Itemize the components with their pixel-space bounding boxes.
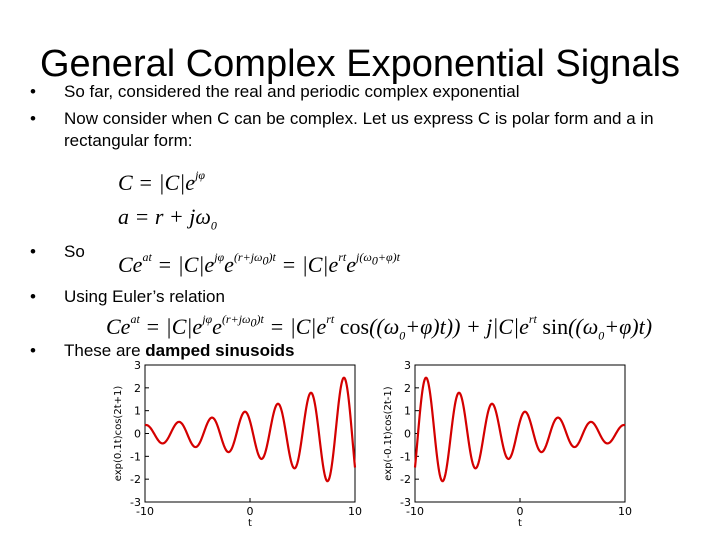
y-axis-label: exp(0.1t)cos(2t+1) [113, 385, 124, 482]
x-tick-label: 0 [246, 505, 254, 518]
bullet-text-plain: These are [64, 341, 146, 360]
bullet-text: Now consider when C can be complex. Let us express C is polar form and a in rectangular form: [64, 109, 654, 150]
x-tick-label: 10 [618, 505, 632, 518]
x-tick-label: 0 [516, 505, 524, 518]
equation-rect-a: $a = r + j\omega_0$ [118, 204, 217, 233]
bullet-marker: • [30, 109, 36, 128]
y-tick-label: 3 [404, 359, 411, 372]
y-axis-label: exp(-0.1t)cos(2t-1) [383, 386, 394, 481]
y-tick-label: -2 [130, 473, 141, 487]
y-tick-label: -1 [130, 450, 141, 464]
equation-polar-c: $C = |C|e^{j\varphi}$ [118, 168, 206, 195]
equation-ceat: $Ce^{at} = |C|e^{j\varphi}e^{(r+j\omega_0)t} = |C|e^{rt}e^{j(\omega_0+\varphi)t}$ [118, 250, 400, 277]
plot-frame [415, 365, 625, 502]
slide-title: General Complex Exponential Signals [39, 43, 681, 85]
y-tick-label: 0 [134, 427, 141, 441]
y-tick-label: 1 [134, 404, 141, 418]
y-tick-label: -3 [400, 496, 411, 509]
bullet-text-bold: damped sinusoids [145, 341, 295, 360]
y-tick-label: 1 [404, 404, 411, 418]
y-tick-label: 3 [134, 359, 141, 372]
bullet-marker: • [30, 82, 36, 101]
equation-euler: $Ce^{at} = |C|e^{j\varphi}e^{(r+j\omega_0)t} = |C|e^{rt}$ $\cos((\omega_0+\varphi)t)) + j|C|e^{rt}$ $\sin((\omega_0+\varphi)t)$ [106, 312, 653, 343]
plot-frame [145, 365, 355, 502]
plot-decaying-sinusoid [370, 360, 630, 532]
bullet-text: So [64, 242, 85, 261]
x-axis-label: t [248, 518, 252, 529]
series-line [415, 378, 625, 481]
x-tick-label: -10 [406, 505, 424, 518]
y-tick-label: 2 [134, 381, 141, 395]
y-tick-label: 0 [404, 427, 411, 441]
bullet-marker: • [30, 341, 36, 360]
bullet-marker: • [30, 287, 36, 306]
bullet-text: Using Euler’s relation [64, 287, 225, 306]
bullet-marker: • [30, 242, 36, 261]
x-tick-label: 10 [348, 505, 362, 518]
y-tick-label: -1 [400, 450, 411, 464]
x-tick-label: -10 [136, 505, 154, 518]
bullet-text: So far, considered the real and periodic complex exponential [64, 82, 520, 101]
series-line [145, 378, 355, 481]
y-tick-label: -3 [130, 496, 141, 509]
y-tick-label: 2 [404, 381, 411, 395]
plot-growing-sinusoid [110, 360, 360, 532]
x-axis-label: t [518, 518, 522, 529]
y-tick-label: -2 [400, 473, 411, 487]
bullet-text [64, 340, 324, 362]
